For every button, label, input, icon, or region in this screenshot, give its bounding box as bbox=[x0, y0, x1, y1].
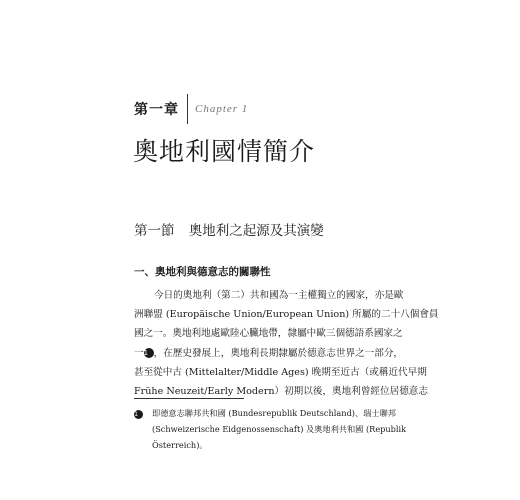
footnote-line bbox=[134, 405, 396, 421]
section-heading bbox=[134, 219, 324, 239]
chapter-heading bbox=[134, 94, 248, 124]
footnote-marker: 1 bbox=[134, 410, 143, 419]
section-title: 奧地利之起源及其演變 bbox=[188, 223, 324, 239]
body-line: 甚至從中古 (Mittelalter/Middle Ages) 晚期至近古（或稱近代早期 bbox=[134, 366, 427, 378]
subsection-title: 一、奧地利與德意志的關聯性 bbox=[134, 266, 271, 278]
body-line: Frühe Neuzeit/Early Modern）初期以後，奧地利曾經位居德意志 bbox=[134, 385, 428, 397]
footnote-line: Österreich)。 bbox=[152, 440, 208, 450]
body-line: 洲聯盟 (Europäische Union/European Union) 所屬的二十八個會員 bbox=[134, 309, 439, 321]
body-line: 今日的奧地利（第二）共和國為一主權獨立的國家，亦是歐 bbox=[154, 290, 404, 301]
chapter-label-english: Chapter 1 bbox=[195, 103, 249, 115]
chapter-divider bbox=[187, 94, 188, 124]
footnote-text: 即德意志聯邦共和國 (Bundesrepublik Deutschland)、瑞士聯邦 bbox=[152, 408, 396, 418]
body-line-prefix: 一 bbox=[134, 347, 144, 359]
body-line-text: ，在歷史發展上，奧地利長期隸屬於德意志世界之一部分， bbox=[153, 347, 404, 359]
footnote-line: (Schweizerische Eidgenossenschaft) 及奧地利共和國 (Republik bbox=[152, 424, 407, 434]
body-line-with-reference bbox=[134, 344, 404, 363]
body-line: 國之一。奧地利地處歐陸心臟地帶，隸屬中歐三個德語系國家之 bbox=[134, 328, 403, 340]
footnote-divider bbox=[134, 398, 244, 399]
section-number: 第一節 bbox=[134, 223, 175, 239]
chapter-label: 第一章 bbox=[134, 102, 179, 118]
chapter-title: 奧地利國情簡介 bbox=[133, 137, 316, 166]
footnote bbox=[134, 405, 407, 453]
footnote-reference-marker[interactable]: 1 bbox=[144, 348, 154, 358]
body-paragraph bbox=[134, 286, 439, 401]
